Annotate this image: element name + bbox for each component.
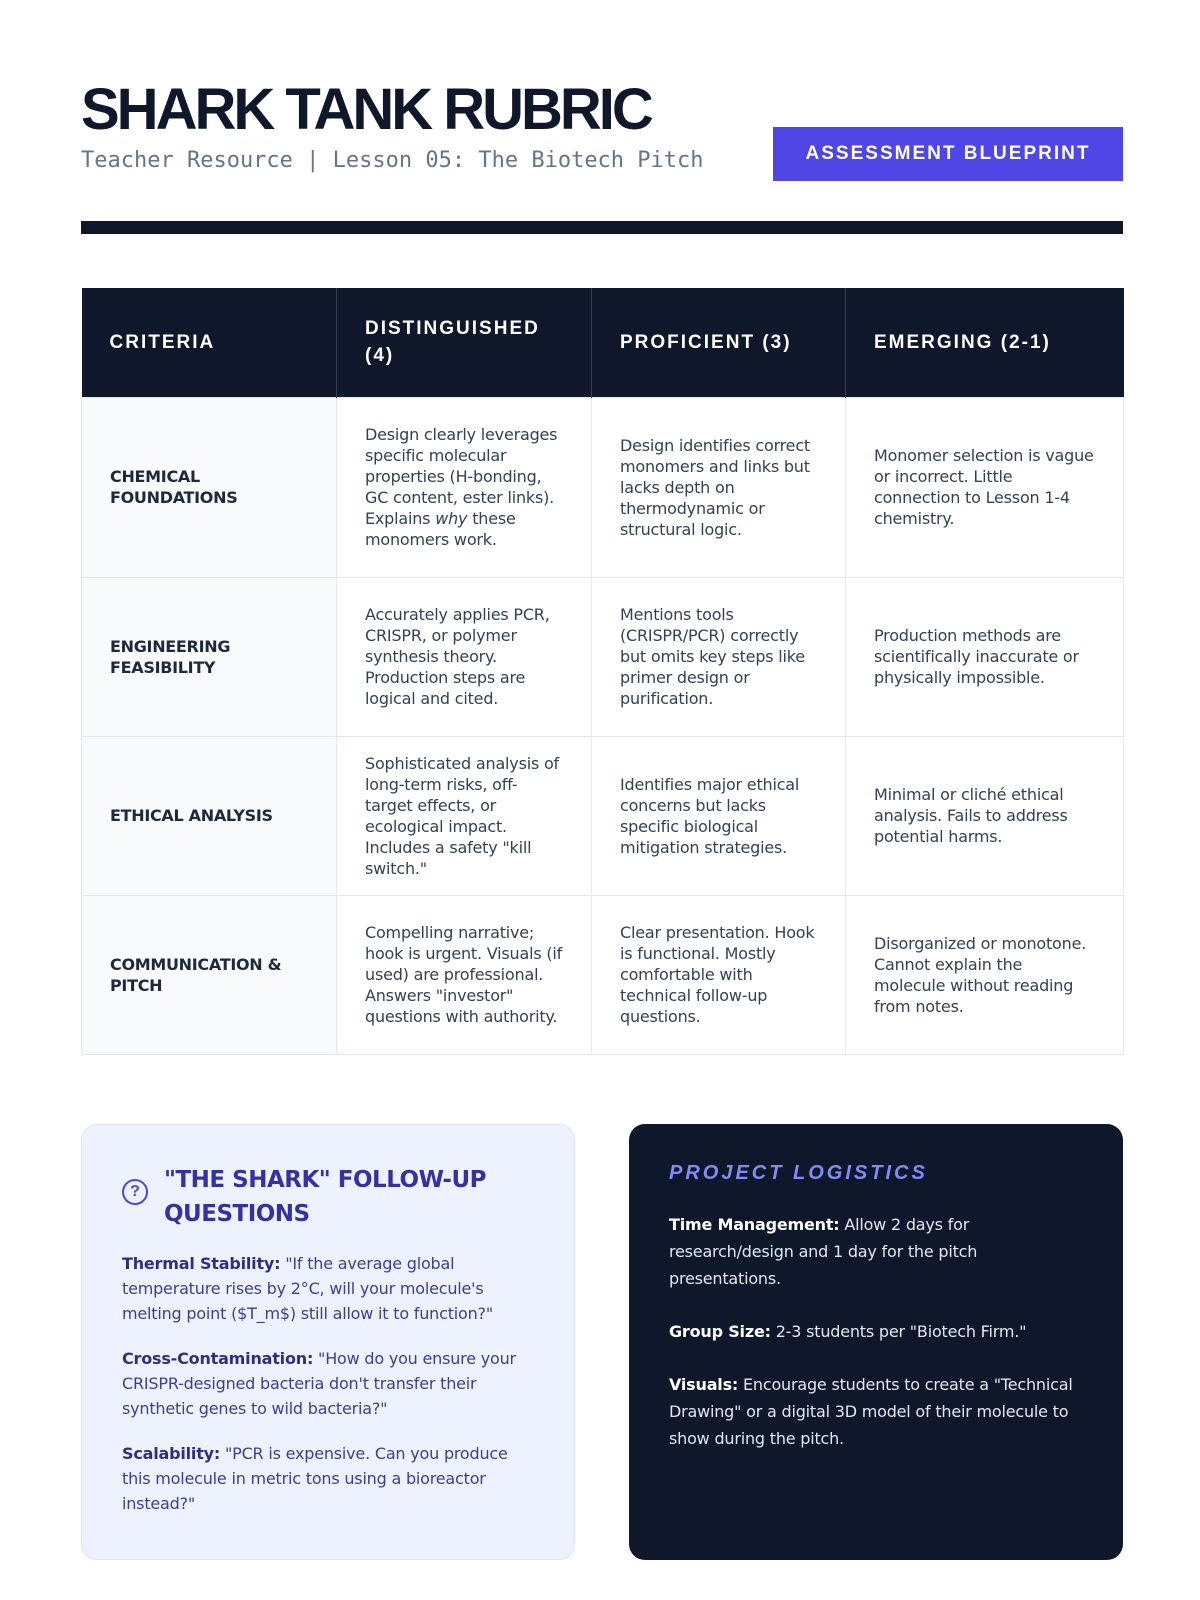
criteria-cell: ENGINEERING FEASIBILITY [82,577,337,736]
proficient-cell: Design identifies correct monomers and links but lacks depth on thermodynamic or structural logic. [592,397,846,577]
table-row [82,577,1124,736]
distinguished-cell: Design clearly leverages specific molecular properties (H-bonding, GC content, ester links). Explains why these monomers work. [337,397,592,577]
rubric-header-row [82,288,1124,397]
criteria-cell: CHEMICAL FOUNDATIONS [82,397,337,577]
question-circle-icon: ? [122,1179,148,1205]
emerging-cell: Production methods are scientifically inaccurate or physically impossible. [846,577,1124,736]
column-header-distinguished: DISTINGUISHED (4) [337,288,592,397]
distinguished-cell: Sophisticated analysis of long-term risks, off-target effects, or ecological impact. Includes a safety "kill switch." [337,736,592,895]
logistics-item: Group Size: 2-3 students per "Biotech Firm." [669,1322,1027,1341]
project-logistics-panel [629,1124,1123,1560]
proficient-cell: Mentions tools (CRISPR/PCR) correctly but omits key steps like primer design or purification. [592,577,846,736]
column-header-emerging: EMERGING (2-1) [846,288,1124,397]
questions-title: "THE SHARK" FOLLOW-UP QUESTIONS [164,1167,487,1227]
logistics-title: PROJECT LOGISTICS [669,1162,928,1184]
question-item: Cross-Contamination: "How do you ensure your CRISPR-designed bacteria don't transfer their synthetic genes to wild bacteria?" [122,1349,516,1418]
assessment-badge: ASSESSMENT BLUEPRINT [773,127,1123,181]
question-item: Scalability: "PCR is expensive. Can you produce this molecule in metric tons using a bioreactor instead?" [122,1444,508,1513]
proficient-cell: Clear presentation. Hook is functional. Mostly comfortable with technical follow-up questions. [592,895,846,1054]
column-header-proficient: PROFICIENT (3) [592,288,846,397]
emerging-cell: Minimal or cliché ethical analysis. Fails to address potential harms. [846,736,1124,895]
column-header-criteria: CRITERIA [82,288,337,397]
logistics-item: Visuals: Encourage students to create a "Technical Drawing" or a digital 3D model of their molecule to show during the pitch. [669,1375,1073,1448]
header-divider [81,221,1123,234]
header [81,78,1123,188]
questions-heading [122,1163,534,1231]
distinguished-cell: Accurately applies PCR, CRISPR, or polymer synthesis theory. Production steps are logical and cited. [337,577,592,736]
rubric-table [81,288,1124,1055]
table-row [82,895,1124,1054]
proficient-cell: Identifies major ethical concerns but lacks specific biological mitigation strategies. [592,736,846,895]
follow-up-questions-panel [81,1124,575,1560]
emerging-cell: Monomer selection is vague or incorrect. Little connection to Lesson 1-4 chemistry. [846,397,1124,577]
question-item: Thermal Stability: "If the average global temperature rises by 2°C, will your molecule's melting point ($T_m$) still allow it to function?" [122,1254,494,1323]
criteria-cell: COMMUNICATION & PITCH [82,895,337,1054]
criteria-cell: ETHICAL ANALYSIS [82,736,337,895]
emerging-cell: Disorganized or monotone. Cannot explain the molecule without reading from notes. [846,895,1124,1054]
distinguished-cell: Compelling narrative; hook is urgent. Visuals (if used) are professional. Answers "investor" questions with authority. [337,895,592,1054]
table-row [82,736,1124,895]
page-title: SHARK TANK RUBRIC [81,77,651,142]
table-row [82,397,1124,577]
page-subtitle: Teacher Resource | Lesson 05: The Biotech Pitch [81,148,704,173]
logistics-item: Time Management: Allow 2 days for research/design and 1 day for the pitch presentations. [669,1215,978,1288]
